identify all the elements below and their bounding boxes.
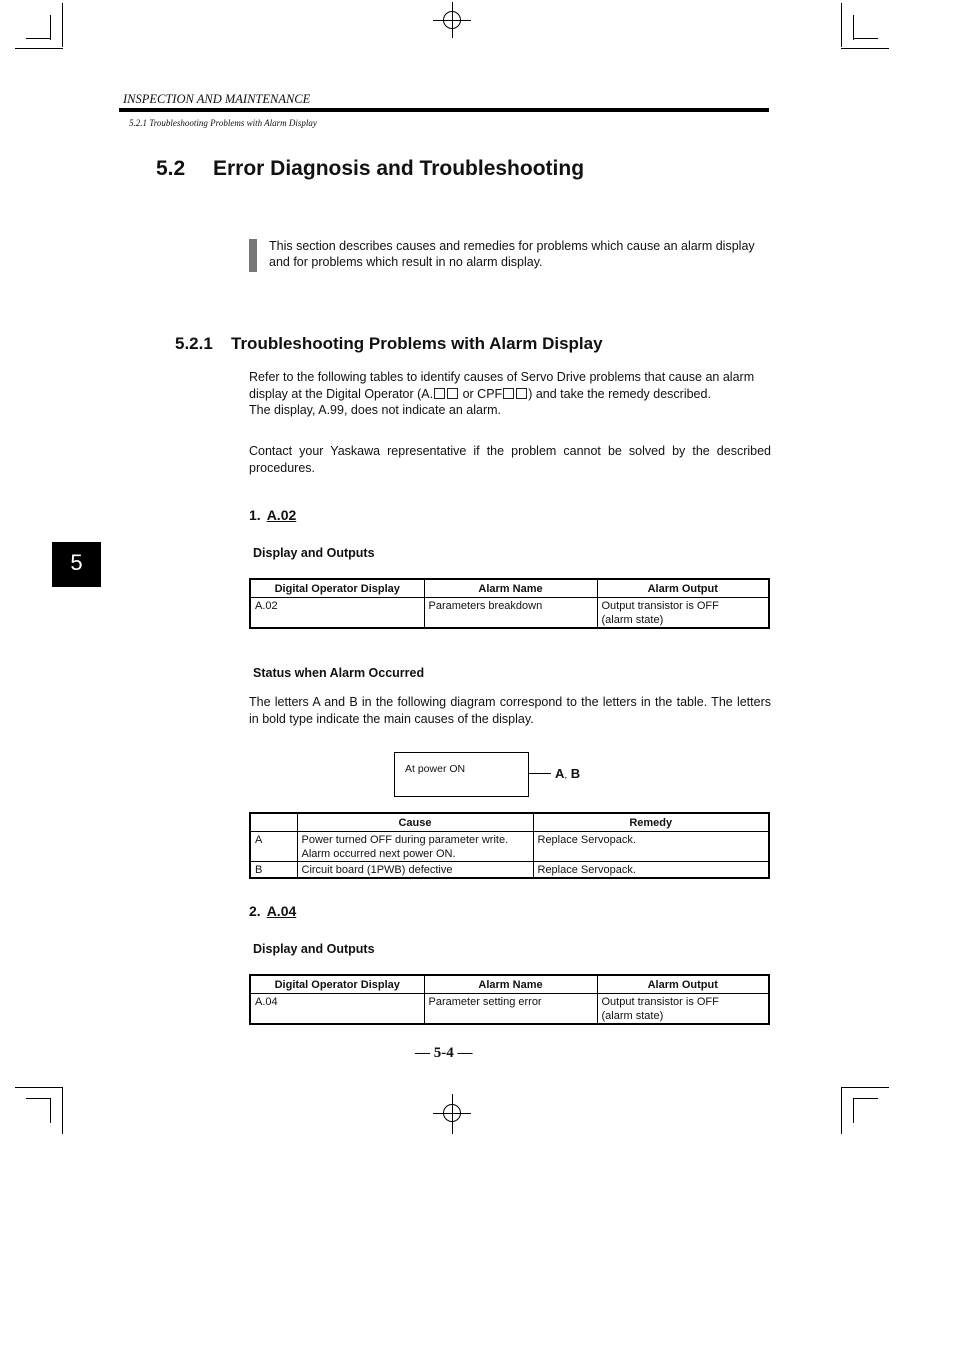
placeholder-box-icon xyxy=(447,388,458,399)
crop-mark xyxy=(15,1087,63,1088)
running-header: INSPECTION AND MAINTENANCE xyxy=(123,92,311,106)
header-rule xyxy=(119,108,769,112)
crop-mark xyxy=(853,1098,854,1123)
alarm-heading: 1. A.02 xyxy=(249,507,297,523)
placeholder-box-icon xyxy=(503,388,514,399)
registration-mark xyxy=(452,1094,453,1134)
crop-mark xyxy=(853,15,854,40)
crop-mark xyxy=(853,38,878,39)
page-number: — 5-4 — xyxy=(415,1045,473,1061)
section-number: 5.2 xyxy=(156,157,186,180)
crop-mark xyxy=(853,1098,878,1099)
display-outputs-heading: Display and Outputs xyxy=(253,546,375,560)
display-outputs-table xyxy=(249,974,770,1025)
diagram-box xyxy=(394,752,529,797)
table-header: Alarm Output xyxy=(597,579,769,598)
section-title: Error Diagnosis and Troubleshooting xyxy=(213,157,585,180)
crop-mark xyxy=(62,3,63,47)
placeholder-box-icon xyxy=(516,388,527,399)
crop-mark xyxy=(50,1098,51,1123)
status-heading: Status when Alarm Occurred xyxy=(253,666,425,680)
subsection-heading xyxy=(175,334,603,354)
registration-mark xyxy=(433,20,471,21)
diagram-connector xyxy=(528,773,551,774)
intro-bar xyxy=(249,239,257,272)
crop-mark xyxy=(26,38,51,39)
table-header: Digital Operator Display xyxy=(250,975,424,994)
cause-remedy-table xyxy=(249,812,770,879)
display-outputs-heading: Display and Outputs xyxy=(253,942,375,956)
crop-mark xyxy=(15,48,63,49)
crop-mark xyxy=(841,3,842,47)
paragraph-reference: Refer to the following tables to identify causes of Servo Drive problems that cause an alarm display at the Digital Operator (A. or CPF ) and take the remedy described. The display, A.99, does not indicate an alarm. xyxy=(249,370,755,417)
registration-mark xyxy=(433,1113,471,1114)
subsection-title: Troubleshooting Problems with Alarm Display xyxy=(231,334,603,353)
diagram-letters: A, B xyxy=(555,766,581,781)
table-row: A.04 Parameter setting error Output transistor is OFF (alarm state) xyxy=(250,994,769,1025)
table-header: Alarm Output xyxy=(597,975,769,994)
chapter-tab: 5 xyxy=(52,542,101,587)
intro-text: This section describes causes and remedies for problems which cause an alarm display and for problems which result in no alarm display. xyxy=(269,239,755,269)
running-subheader: 5.2.1 Troubleshooting Problems with Alarm Display xyxy=(129,118,317,128)
crop-mark xyxy=(841,1088,842,1134)
table-row: A.02 Parameters breakdown Output transistor is OFF (alarm state) xyxy=(250,598,769,629)
section-heading xyxy=(156,157,584,181)
crop-mark xyxy=(26,1098,51,1099)
table-header: Alarm Name xyxy=(424,975,597,994)
table-header: Cause xyxy=(297,813,533,832)
alarm-heading: 2. A.04 xyxy=(249,903,297,919)
crop-mark xyxy=(841,48,889,49)
table-header: Alarm Name xyxy=(424,579,597,598)
crop-mark xyxy=(62,1088,63,1134)
crop-mark xyxy=(841,1087,889,1088)
status-text: The letters A and B in the following diagram correspond to the letters in the table. The letters in bold type indicate the main causes of the display. xyxy=(249,695,771,726)
crop-mark xyxy=(50,15,51,40)
display-outputs-table xyxy=(249,578,770,629)
table-row: A Power turned OFF during parameter write. Alarm occurred next power ON. Replace Servopack. xyxy=(250,832,769,862)
subsection-number: 5.2.1 xyxy=(175,334,213,353)
table-header: Remedy xyxy=(533,813,769,832)
placeholder-box-icon xyxy=(434,388,445,399)
paragraph-contact: Contact your Yaskawa representative if the problem cannot be solved by the described procedures. xyxy=(249,444,771,475)
table-row: B Circuit board (1PWB) defective Replace Servopack. xyxy=(250,862,769,879)
table-header: Digital Operator Display xyxy=(250,579,424,598)
table-header xyxy=(250,813,297,832)
diagram-box-label: At power ON xyxy=(405,763,466,775)
